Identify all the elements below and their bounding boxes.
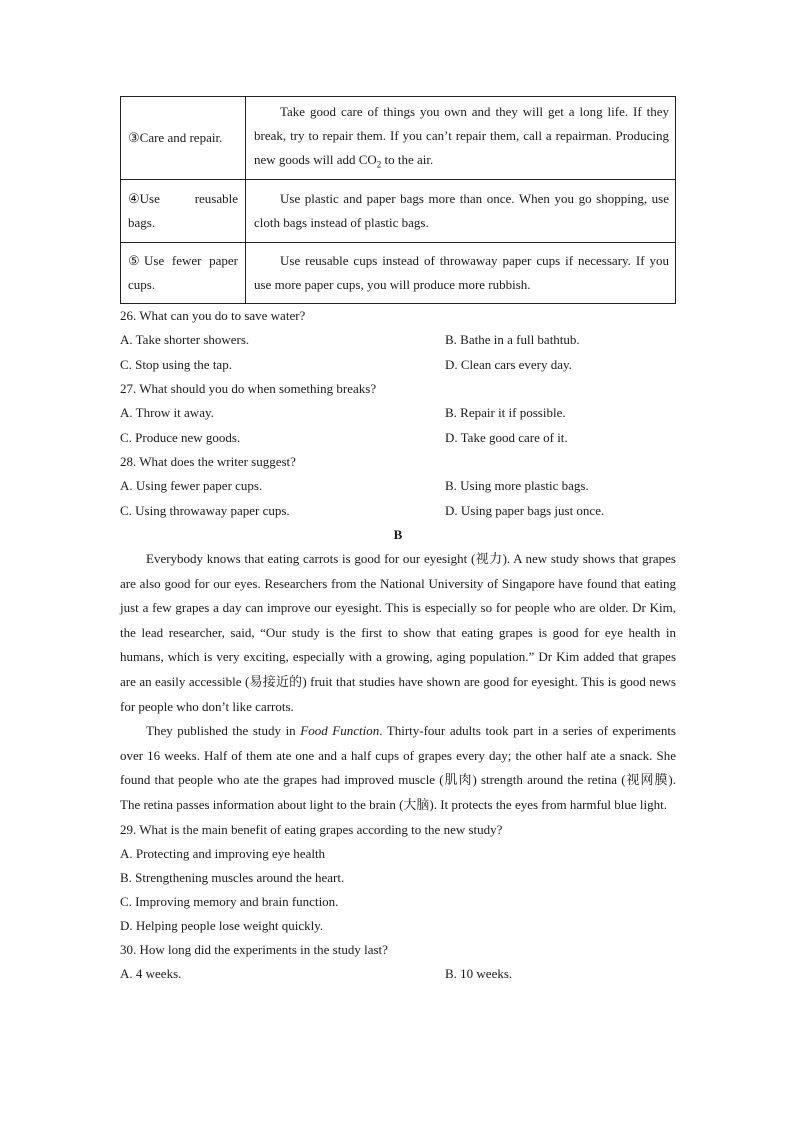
option-a: A. Using fewer paper cups.	[120, 478, 263, 493]
option-b: B. Strengthening muscles around the heart.	[120, 869, 345, 885]
question-26	[120, 304, 676, 377]
tips-table	[120, 96, 676, 304]
option-d: D. Helping people lose weight quickly.	[120, 917, 324, 933]
question-stem: 28. What does the writer suggest?	[120, 454, 296, 469]
option-c: C. Using throwaway paper cups.	[120, 502, 290, 518]
question-stem: 26. What can you do to save water?	[120, 308, 306, 323]
question-29	[120, 818, 676, 938]
option-a: A. Protecting and improving eye health	[120, 845, 326, 861]
journal-title: Food Function	[300, 723, 380, 739]
option-a: A. Take shorter showers.	[120, 332, 250, 347]
tip-label: ⑤Use fewer paper cups.	[121, 243, 246, 304]
tip-label: ④Use reusable bags.	[121, 180, 246, 243]
tip-description: Use reusable cups instead of throwaway paper cups if necessary. If you use more paper cups, you will produce more rubbish.	[246, 243, 676, 304]
table-row	[121, 180, 676, 243]
option-c: C. Stop using the tap.	[120, 356, 232, 372]
question-stem: 30. How long did the experiments in the study last?	[120, 941, 388, 957]
option-b: B. Repair it if possible.	[445, 405, 566, 420]
option-d: D. Take good care of it.	[445, 429, 568, 445]
tip-description: Use plastic and paper bags more than once. When you go shopping, use cloth bags instead of plastic bags.	[246, 180, 676, 243]
option-b: B. Using more plastic bags.	[445, 478, 589, 493]
question-stem: 29. What is the main benefit of eating grapes according to the new study?	[120, 821, 503, 837]
document-page	[120, 96, 676, 986]
question-30	[120, 938, 676, 987]
question-27	[120, 377, 676, 450]
question-28	[120, 450, 676, 523]
option-d: D. Clean cars every day.	[445, 356, 572, 372]
option-a: A. Throw it away.	[120, 405, 214, 420]
option-d: D. Using paper bags just once.	[445, 502, 605, 518]
option-b: B. Bathe in a full bathtub.	[445, 332, 580, 347]
option-c: C. Produce new goods.	[120, 429, 241, 445]
passage-paragraph: They published the study in Food Function. Thirty-four adults took part in a series of experiments over 16 weeks. Half of them ate one and a half cups of grapes every day; the other half ate a snack. She found that people who ate the grapes had improved muscle (肌肉) strength around the retina (视网膜). The retina passes information about light to the brain (大脑). It protects the eyes from harmful blue light.	[120, 723, 676, 812]
option-c: C. Improving memory and brain function.	[120, 893, 339, 909]
table-row	[121, 243, 676, 304]
section-title: B	[393, 527, 403, 542]
question-stem: 27. What should you do when something breaks?	[120, 381, 377, 396]
passage-paragraph: Everybody knows that eating carrots is good for our eyesight (视力). A new study shows that grapes are also good for our eyes. Researchers from the National University of Singapore have found that eating just a few grapes a day can improve our eyesight. This is especially so for people who are older. Dr Kim, the lead researcher, said, “Our study is the first to show that eating grapes is good for eye health in humans, which is very exciting, especially with a growing, aging population.” Dr Kim added that grapes are an easily accessible (易接近的) fruit that studies have shown are good for eyesight. This is good news for people who don’t like carrots.	[120, 551, 676, 714]
option-a: A. 4 weeks.	[120, 965, 182, 981]
table-row	[121, 97, 676, 180]
tip-label: ③Care and repair.	[121, 97, 246, 180]
option-b: B. 10 weeks.	[445, 965, 513, 981]
tip-description: Take good care of things you own and they will get a long life. If they break, try to repair them. If you can’t repair them, call a repairman. Producing new goods will add $CO_2$ to the air.	[246, 97, 676, 180]
